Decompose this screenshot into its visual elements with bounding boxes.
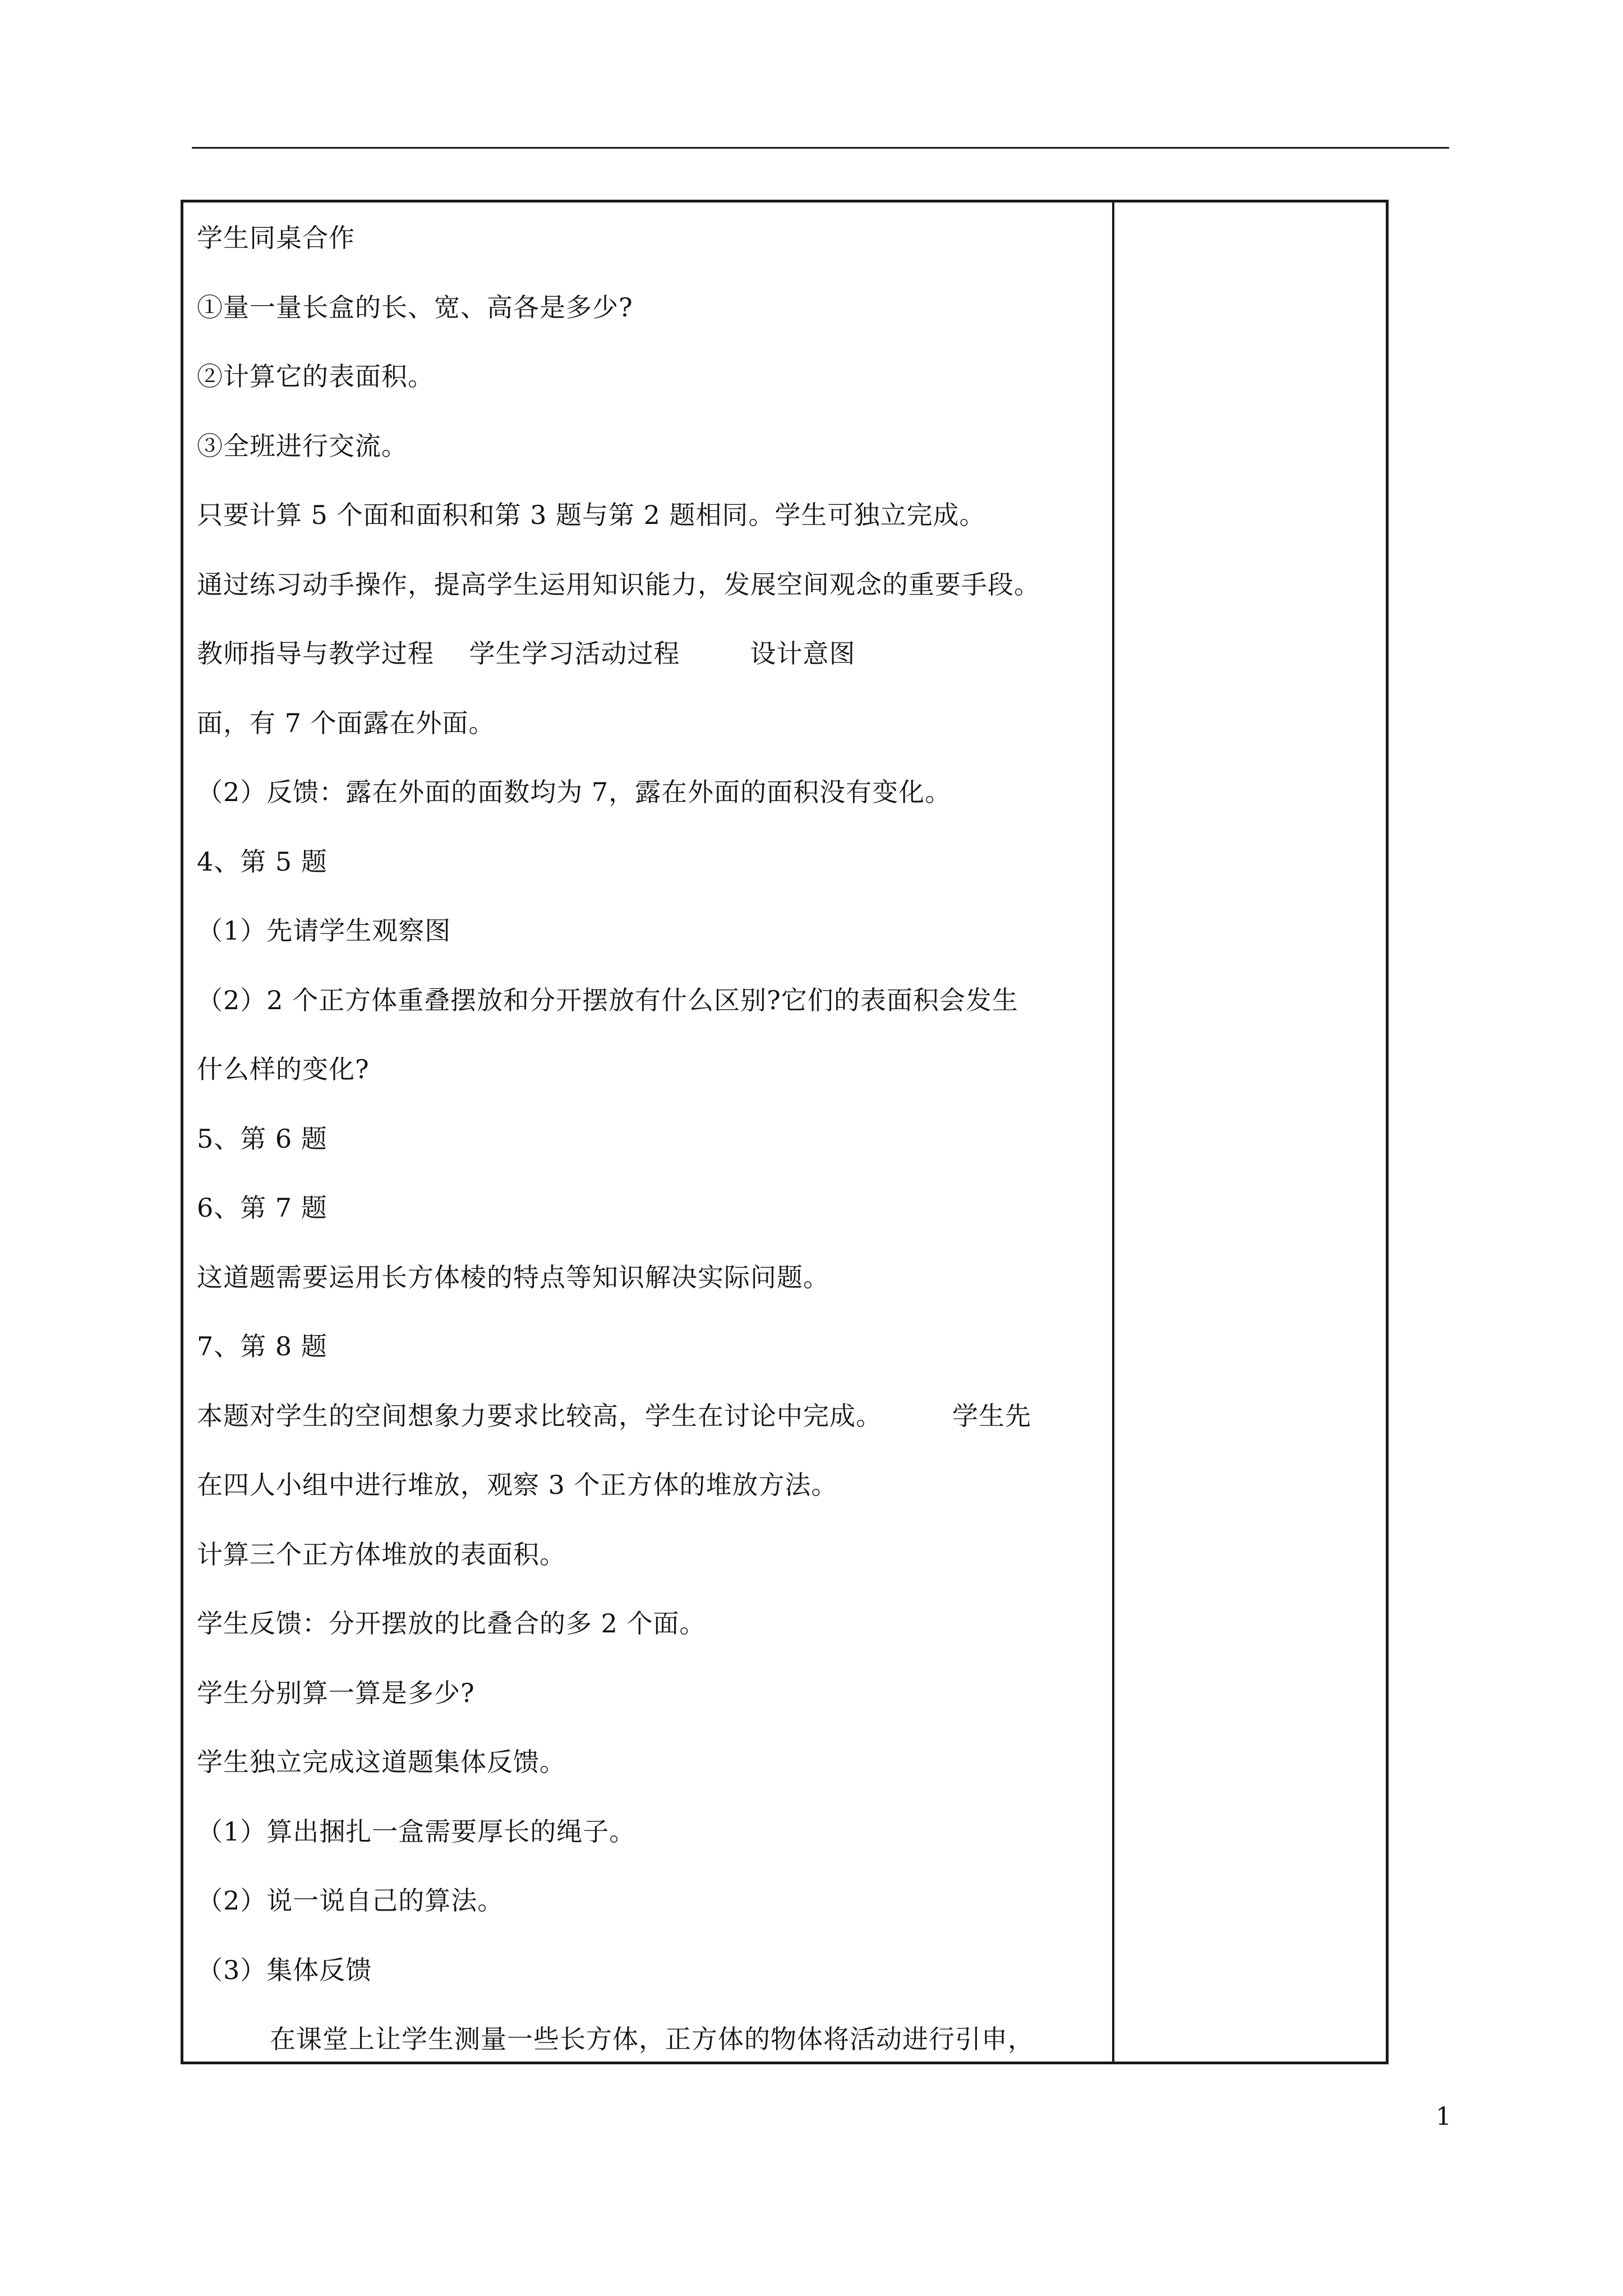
text-line: （2）反馈：露在外面的面数均为 7，露在外面的面积没有变化。 [197,777,952,807]
text-line-indented: 在课堂上让学生测量一些长方体，正方体的物体将活动进行引申， [270,2024,1034,2054]
page-number: 1 [1436,2102,1451,2131]
text-line: （1）先请学生观察图 [197,915,451,946]
text-line: 这道题需要运用长方体棱的特点等知识解决实际问题。 [197,1262,829,1292]
text-line: （2）说一说自己的算法。 [197,1885,504,1916]
text-line: 本题对学生的空间想象力要求比较高，学生在讨论中完成。 学生先 [197,1400,1031,1431]
text-line: 计算三个正方体堆放的表面积。 [197,1539,566,1570]
text-line: 面，有 7 个面露在外面。 [197,707,495,738]
text-line: （3）集体反馈 [197,1954,372,1985]
text-line: ③全班进行交流。 [197,430,408,461]
column-headings-line: 教师指导与教学过程 学生学习活动过程 设计意图 [197,638,856,669]
text-line: 在四人小组中进行堆放，观察 3 个正方体的堆放方法。 [197,1470,838,1500]
section-heading: 6、第 7 题 [197,1193,328,1223]
text-line: （1）算出捆扎一盒需要厚长的绳子。 [197,1816,636,1847]
section-heading: 4、第 5 题 [197,846,328,877]
text-line: ②计算它的表面积。 [197,361,434,392]
text-line: 学生同桌合作 [197,223,355,253]
text-line: ①量一量长盒的长、宽、高各是多少? [197,292,633,323]
lesson-table [181,200,1389,2064]
text-line: 学生反馈：分开摆放的比叠合的多 2 个面。 [197,1608,706,1639]
section-heading: 7、第 8 题 [197,1331,328,1361]
text-line: 通过练习动手操作，提高学生运用知识能力，发展空间观念的重要手段。 [197,569,1040,600]
text-line: （2）2 个正方体重叠摆放和分开摆放有什么区别?它们的表面积会发生 [197,984,1018,1015]
text-line: 什么样的变化? [197,1054,370,1084]
section-heading: 5、第 6 题 [197,1123,328,1154]
header-rule [192,147,1449,149]
text-line: 学生独立完成这道题集体反馈。 [197,1747,566,1777]
notes-column [1114,203,1386,2062]
lesson-content-column [183,203,1114,2062]
text-line: 只要计算 5 个面和面积和第 3 题与第 2 题相同。学生可独立完成。 [197,500,986,530]
text-line: 学生分别算一算是多少? [197,1677,475,1708]
